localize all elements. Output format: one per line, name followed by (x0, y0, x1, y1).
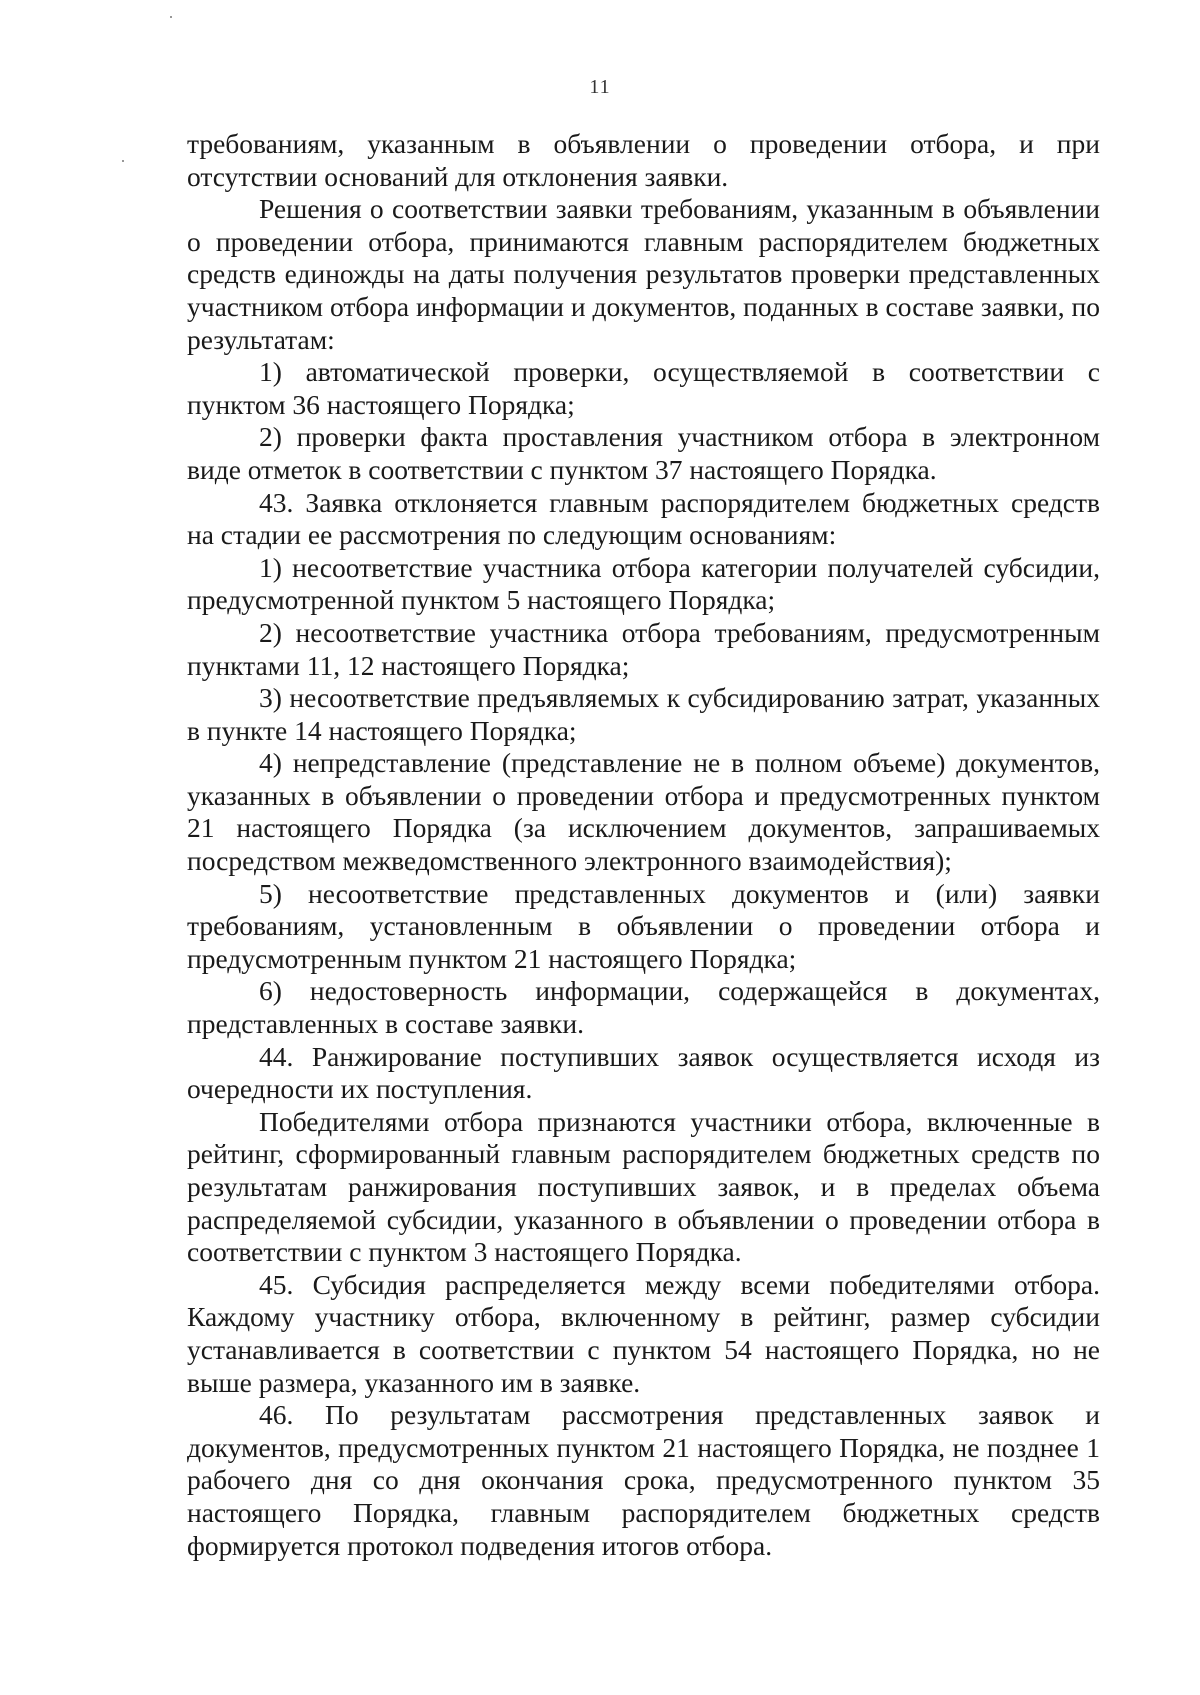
scan-artifact-dot (122, 160, 124, 162)
list-item-category-mismatch: 1) несоответствие участника отбора категории получателей субсидии, предусмотренной пунктом 5 настоящего Порядка; (187, 551, 1100, 616)
scan-artifact-dot (170, 16, 172, 18)
paragraph-continuation: требованиям, указанным в объявлении о проведении отбора, и при отсутствии оснований для отклонения заявки. (187, 128, 1100, 192)
paragraph-decisions: Решения о соответствии заявки требованиям, указанным в объявлении о проведении отбора, принимаются главным распорядителем бюджетных средств единожды на даты получения результатов проверки представленных участником отбора информации и документов, поданных в составе заявки, по результатам: (187, 193, 1100, 355)
paragraph-winners: Победителями отбора признаются участники отбора, включенные в рейтинг, сформированный главным распорядителем бюджетных средств по результатам ранжирования поступивших заявок, и в пределах объема распределяемой субсидии, указанного в объявлении о проведении отбора в соответствии с пунктом 3 настоящего Порядка. (187, 1105, 1100, 1268)
list-item-marks-check: 2) проверки факта проставления участником отбора в электронном виде отметок в соответствии с пунктом 37 настоящего Порядка. (187, 421, 1100, 485)
list-item-auto-check: 1) автоматической проверки, осуществляемой в соответствии с пунктом 36 настоящего Порядка; (187, 356, 1100, 420)
document-body (187, 128, 1100, 1562)
list-item-costs-mismatch: 3) несоответствие предъявляемых к субсидированию затрат, указанных в пункте 14 настоящего Порядка; (187, 682, 1100, 746)
clause-44: 44. Ранжирование поступивших заявок осуществляется исходя из очередности их поступления. (187, 1040, 1100, 1105)
list-item-documents-mismatch: 5) несоответствие представленных документов и (или) заявки требованиям, установленным в объявлении о проведении отбора и предусмотренным пунктом 21 настоящего Порядка; (187, 877, 1100, 974)
clause-46: 46. По результатам рассмотрения представленных заявок и документов, предусмотренных пунктом 21 настоящего Порядка, не позднее 1 рабочего дня со дня окончания срока, предусмотренного пунктом 35 настоящего Порядка, главным распорядителем бюджетных средств формируется протокол подведения итогов отбора. (187, 1399, 1100, 1561)
list-item-missing-documents: 4) непредставление (представление не в полном объеме) документов, указанных в объявлении о проведении отбора и предусмотренных пунктом 21 настоящего Порядка (за исключением документов, запрашиваемых посредством межведомственного электронного взаимодействия); (187, 747, 1100, 877)
list-item-requirements-mismatch: 2) несоответствие участника отбора требованиям, предусмотренным пунктами 11, 12 настоящего Порядка; (187, 616, 1100, 681)
list-item-unreliable-info: 6) недостоверность информации, содержащейся в документах, представленных в составе заявки. (187, 975, 1100, 1040)
page-number: 11 (589, 76, 611, 98)
clause-43: 43. Заявка отклоняется главным распорядителем бюджетных средств на стадии ее рассмотрения по следующим основаниям: (187, 486, 1100, 551)
clause-45: 45. Субсидия распределяется между всеми победителями отбора. Каждому участнику отбора, включенному в рейтинг, размер субсидии устанавливается в соответствии с пунктом 54 настоящего Порядка, но не выше размера, указанного им в заявке. (187, 1268, 1100, 1398)
